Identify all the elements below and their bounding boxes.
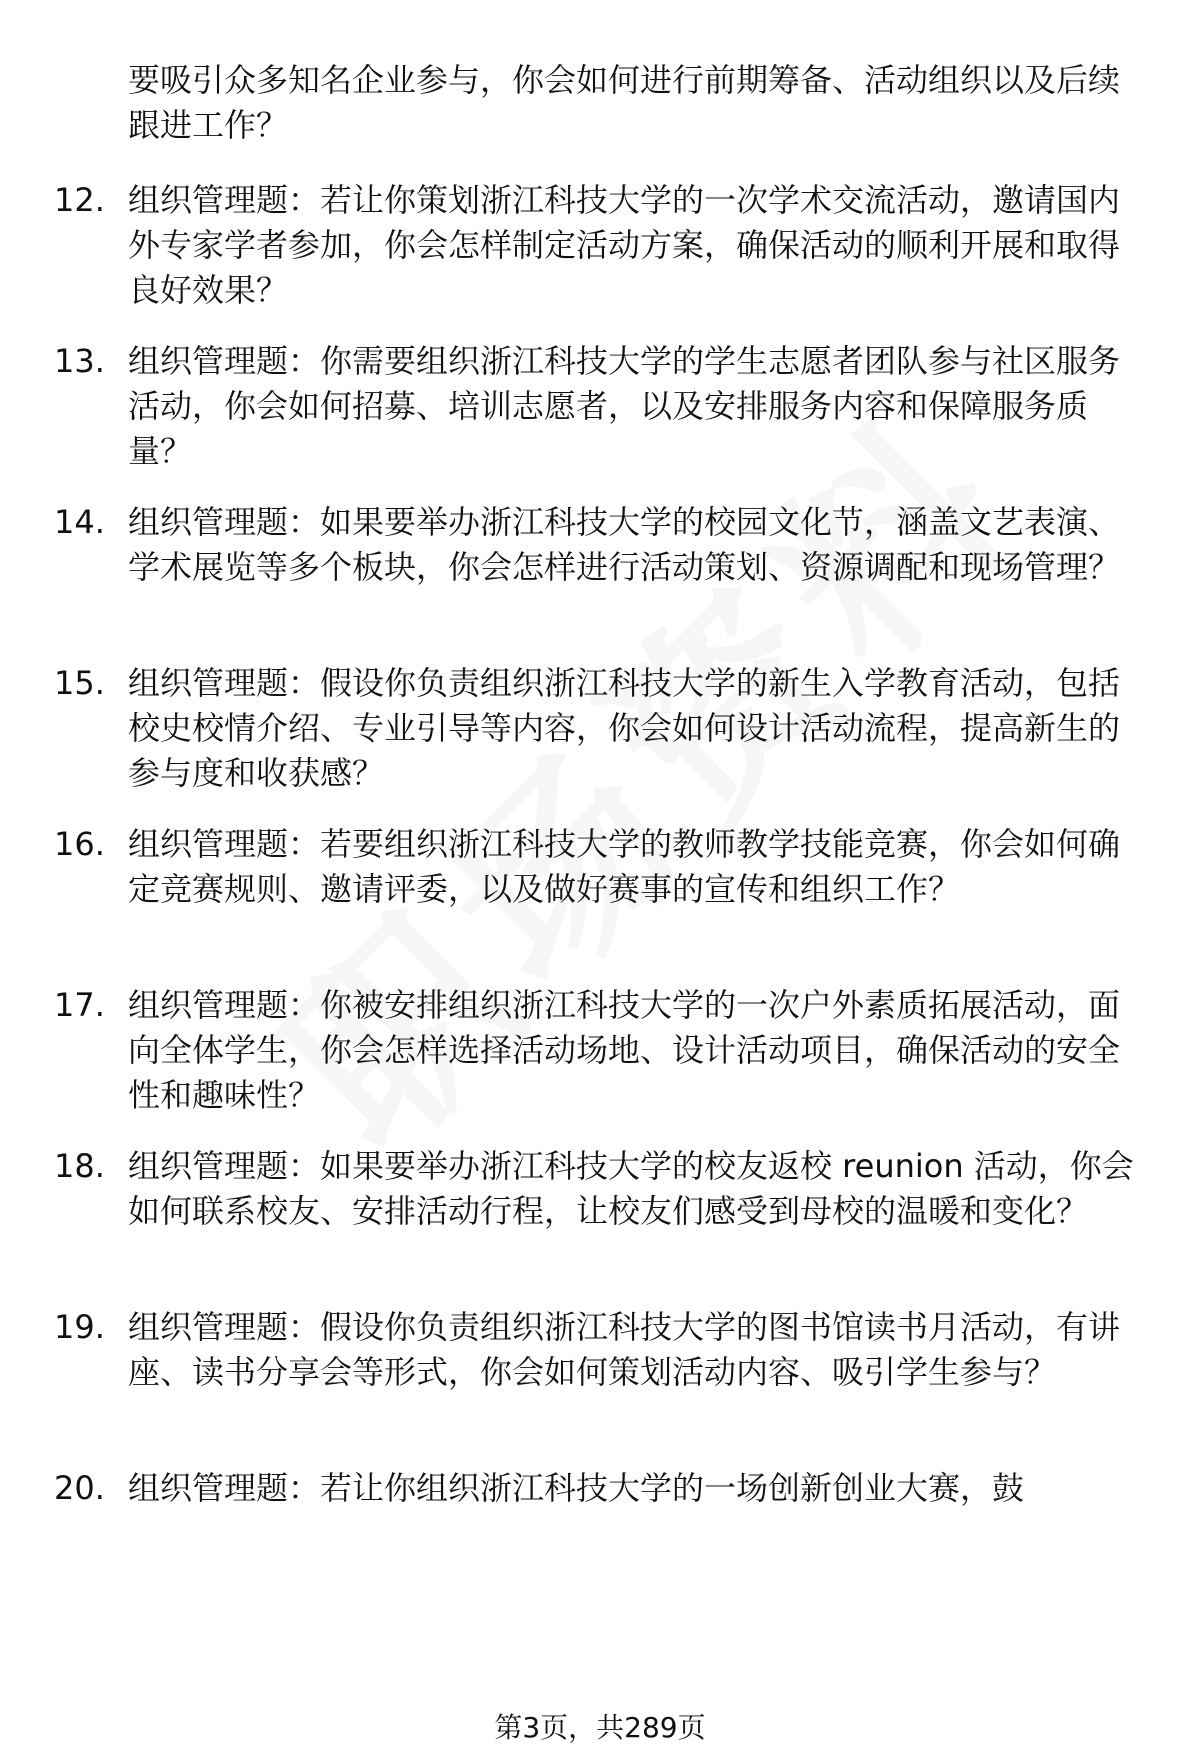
item-number: 20. [54, 1469, 105, 1507]
item-number: 13. [54, 342, 105, 380]
item-text: 组织管理题：假设你负责组织浙江科技大学的新生入学教育活动，包括校史校情介绍、专业引导等内容，你会如何设计活动流程，提高新生的参与度和收获感？ [128, 664, 1121, 792]
item-text: 组织管理题：若让你策划浙江科技大学的一次学术交流活动，邀请国内外专家学者参加，你会怎样制定活动方案，确保活动的顺利开展和取得良好效果？ [128, 181, 1121, 309]
item-text: 组织管理题：若要组织浙江科技大学的教师教学技能竞赛，你会如何确定竞赛规则、邀请评委，以及做好赛事的宣传和组织工作？ [128, 825, 1121, 908]
item-number: 18. [54, 1147, 105, 1185]
item-text: 组织管理题：如果要举办浙江科技大学的校园文化节，涵盖文艺表演、学术展览等多个板块，你会怎样进行活动策划、资源调配和现场管理？ [128, 503, 1121, 586]
continuation-text: 要吸引众多知名企业参与，你会如何进行前期筹备、活动组织以及后续跟进工作？ [128, 61, 1121, 144]
item-text: 组织管理题：若让你组织浙江科技大学的一场创新创业大赛，鼓 [128, 1469, 1025, 1507]
item-text: 组织管理题：你需要组织浙江科技大学的学生志愿者团队参与社区服务活动，你会如何招募、培训志愿者，以及安排服务内容和保障服务质量？ [128, 342, 1121, 470]
item-number: 16. [54, 825, 105, 863]
item-number: 19. [54, 1308, 105, 1346]
item-text: 组织管理题：你被安排组织浙江科技大学的一次户外素质拓展活动，面向全体学生，你会怎样选择活动场地、设计活动项目，确保活动的安全性和趣味性？ [128, 986, 1121, 1114]
item-number: 17. [54, 986, 105, 1024]
item-number: 12. [54, 181, 105, 219]
item-number: 14. [54, 503, 105, 541]
item-text: 组织管理题：如果要举办浙江科技大学的校友返校 reunion 活动，你会如何联系校友、安排活动行程，让校友们感受到母校的温暖和变化？ [128, 1147, 1134, 1230]
item-text: 组织管理题：假设你负责组织浙江科技大学的图书馆读书月活动，有讲座、读书分享会等形式，你会如何策划活动内容、吸引学生参与？ [128, 1308, 1121, 1391]
page-footer: 第3页，共289页 [494, 1711, 706, 1744]
item-number: 15. [54, 664, 105, 702]
